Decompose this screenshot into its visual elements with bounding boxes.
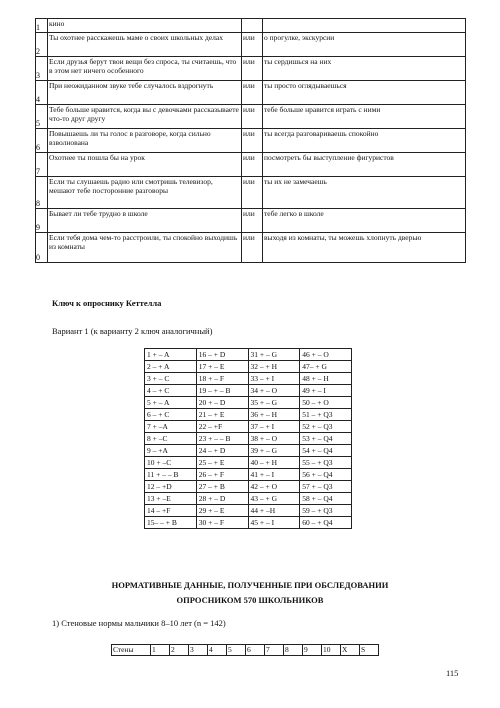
question-number: 0 <box>36 233 48 263</box>
key-row <box>145 457 352 469</box>
key-cell: 53 + – Q4 <box>300 433 352 445</box>
key-cell: 19 – + – B <box>196 385 248 397</box>
norms-row <box>112 645 379 656</box>
key-cell: 39 + – G <box>248 445 300 457</box>
key-cell: 42 – + O <box>248 481 300 493</box>
key-row <box>145 349 352 361</box>
question-or: или <box>242 57 263 81</box>
question-text-b: посмотреть бы выступление фигуристов <box>263 153 466 177</box>
key-cell: 47– + G <box>300 361 352 373</box>
key-cell: 23 + – – B <box>196 433 248 445</box>
key-cell: 50 – + O <box>300 397 352 409</box>
question-text-b: выходя из комнаты, ты можешь хлопнуть дверью <box>263 233 466 263</box>
key-cell: 38 + – O <box>248 433 300 445</box>
key-row <box>145 493 352 505</box>
question-row <box>36 33 466 57</box>
key-cell: 24 – + D <box>196 445 248 457</box>
norms-cell: 2 <box>170 645 189 656</box>
key-cell: 60 – + Q4 <box>300 517 352 529</box>
key-cell: 59 – + Q3 <box>300 505 352 517</box>
norms-cell: 9 <box>303 645 322 656</box>
key-cell: 34 + – O <box>248 385 300 397</box>
question-or: или <box>242 153 263 177</box>
key-cell: 27 – + B <box>196 481 248 493</box>
key-cell: 10 + –C <box>145 457 197 469</box>
key-cell: 33 – + I <box>248 373 300 385</box>
question-row <box>36 129 466 153</box>
question-text-b <box>263 19 466 33</box>
question-row <box>36 209 466 233</box>
question-or: или <box>242 177 263 209</box>
key-cell: 14 – +F <box>145 505 197 517</box>
question-row <box>36 81 466 105</box>
variant-heading: Вариант 1 (к варианту 2 ключ аналогичный) <box>52 326 213 336</box>
norms-cell: 8 <box>284 645 303 656</box>
question-text-b: ты всегда разговариваешь спокойно <box>263 129 466 153</box>
question-text-b: ты сердишься на них <box>263 57 466 81</box>
question-text-a: Если ты слушаешь радио или смотришь телевизор, мешают тебе посторонние разговоры <box>48 177 242 209</box>
question-text-a: Повышаешь ли ты голос в разговоре, когда сильно взволнована <box>48 129 242 153</box>
key-cell: 18 + – F <box>196 373 248 385</box>
question-text-a: Если тебя дома чем-то расстроили, ты спокойно выходишь из комнаты <box>48 233 242 263</box>
key-cell: 37 – + I <box>248 421 300 433</box>
key-cell: 6 – + C <box>145 409 197 421</box>
norms-cell: 5 <box>227 645 246 656</box>
key-row <box>145 517 352 529</box>
key-cell: 13 + –E <box>145 493 197 505</box>
key-cell: 55 – + Q3 <box>300 457 352 469</box>
key-cell: 41 + – I <box>248 469 300 481</box>
question-or: или <box>242 81 263 105</box>
question-number: 2 <box>36 33 48 57</box>
question-number: 8 <box>36 177 48 209</box>
key-cell: 31 + – G <box>248 349 300 361</box>
key-row <box>145 505 352 517</box>
key-heading: Ключ к опроснику Кеттелла <box>52 298 162 308</box>
key-table <box>144 348 352 529</box>
key-cell: 46 + – O <box>300 349 352 361</box>
key-cell: 26 – + F <box>196 469 248 481</box>
question-or: или <box>242 105 263 129</box>
key-cell: 9 – +A <box>145 445 197 457</box>
question-or: или <box>242 129 263 153</box>
key-cell: 4 – + C <box>145 385 197 397</box>
norms-title-line-2: ОПРОСНИКОМ 570 ШКОЛЬНИКОВ <box>176 595 324 605</box>
key-cell: 36 + – H <box>248 409 300 421</box>
key-cell: 28 + – D <box>196 493 248 505</box>
key-cell: 49 + – I <box>300 385 352 397</box>
norms-heading: 1) Стеновые нормы мальчики 8–10 лет (n = 142) <box>52 618 226 628</box>
key-cell: 52 + – Q3 <box>300 421 352 433</box>
question-row <box>36 233 466 263</box>
question-text-a: Тебе больше нравится, когда вы с девочками рассказываете что-то друг другу <box>48 105 242 129</box>
norms-cell: 3 <box>189 645 208 656</box>
key-cell: 44 + –H <box>248 505 300 517</box>
key-row <box>145 373 352 385</box>
key-row <box>145 409 352 421</box>
key-cell: 7 + –A <box>145 421 197 433</box>
question-text-a: Ты охотнее расскажешь маме о своих школьных делах <box>48 33 242 57</box>
question-row <box>36 177 466 209</box>
key-cell: 8 + –C <box>145 433 197 445</box>
question-number: 7 <box>36 153 48 177</box>
key-row <box>145 481 352 493</box>
norms-title-line-1: НОРМАТИВНЫЕ ДАННЫЕ, ПОЛУЧЕННЫЕ ПРИ ОБСЛЕДОВАНИИ <box>111 580 389 590</box>
key-cell: 11 + – – B <box>145 469 197 481</box>
key-cell: 43 – + G <box>248 493 300 505</box>
key-row <box>145 433 352 445</box>
key-cell: 56 + – Q4 <box>300 469 352 481</box>
questions-table <box>35 18 466 263</box>
key-cell: 51 – + Q3 <box>300 409 352 421</box>
norms-cell: 1 <box>151 645 170 656</box>
question-number: 3 <box>36 57 48 81</box>
question-text-b: тебе легко в школе <box>263 209 466 233</box>
norms-cell: X <box>341 645 360 656</box>
question-or <box>242 19 263 33</box>
question-number: 5 <box>36 105 48 129</box>
key-cell: 12 – +D <box>145 481 197 493</box>
key-row <box>145 469 352 481</box>
question-row <box>36 153 466 177</box>
key-cell: 29 + – E <box>196 505 248 517</box>
key-cell: 32 – + H <box>248 361 300 373</box>
question-text-b: ты просто оглядываешься <box>263 81 466 105</box>
key-row <box>145 445 352 457</box>
page-number: 115 <box>446 668 459 678</box>
norms-cell: 7 <box>265 645 284 656</box>
question-number: 9 <box>36 209 48 233</box>
key-row <box>145 385 352 397</box>
question-text-b: тебе больше нравится играть с ними <box>263 105 466 129</box>
question-number: 6 <box>36 129 48 153</box>
key-cell: 57 + – Q3 <box>300 481 352 493</box>
question-text-a: Бывает ли тебе трудно в школе <box>48 209 242 233</box>
question-or: или <box>242 33 263 57</box>
key-cell: 20 + – D <box>196 397 248 409</box>
question-row <box>36 57 466 81</box>
key-cell: 1 + – A <box>145 349 197 361</box>
key-cell: 15– – + B <box>145 517 197 529</box>
norms-cell: 4 <box>208 645 227 656</box>
question-text-a: Охотнее ты пошла бы на урок <box>48 153 242 177</box>
question-row <box>36 105 466 129</box>
question-text-a: При неожиданном звуке тебе случалось вздрогнуть <box>48 81 242 105</box>
key-cell: 17 + – E <box>196 361 248 373</box>
norms-row-label: Стены <box>112 645 151 656</box>
key-cell: 2 – + A <box>145 361 197 373</box>
question-row <box>36 19 466 33</box>
norms-cell: S <box>360 645 379 656</box>
question-or: или <box>242 233 263 263</box>
question-or: или <box>242 209 263 233</box>
key-cell: 35 + – G <box>248 397 300 409</box>
question-text-a: Если друзья берут твои вещи без спроса, ты считаешь, что в этом нет ничего особенного <box>48 57 242 81</box>
norms-cell: 6 <box>246 645 265 656</box>
norms-cell: 10 <box>322 645 341 656</box>
key-cell: 54 + – Q4 <box>300 445 352 457</box>
key-row <box>145 397 352 409</box>
question-number: 4 <box>36 81 48 105</box>
key-cell: 3 + – C <box>145 373 197 385</box>
key-row <box>145 361 352 373</box>
key-cell: 22 – +F <box>196 421 248 433</box>
key-cell: 48 + – H <box>300 373 352 385</box>
key-cell: 5 + – A <box>145 397 197 409</box>
key-row <box>145 421 352 433</box>
key-cell: 16 – + D <box>196 349 248 361</box>
key-cell: 40 – + H <box>248 457 300 469</box>
key-cell: 58 + – Q4 <box>300 493 352 505</box>
key-cell: 21 – + E <box>196 409 248 421</box>
question-text-b: ты их не замечаешь <box>263 177 466 209</box>
key-cell: 45 + – I <box>248 517 300 529</box>
key-cell: 30 + – F <box>196 517 248 529</box>
question-text-a: кино <box>48 19 242 33</box>
key-cell: 25 – + E <box>196 457 248 469</box>
norms-table <box>111 644 379 656</box>
question-text-b: о прогулке, экскурсии <box>263 33 466 57</box>
question-number: 1 <box>36 19 48 33</box>
